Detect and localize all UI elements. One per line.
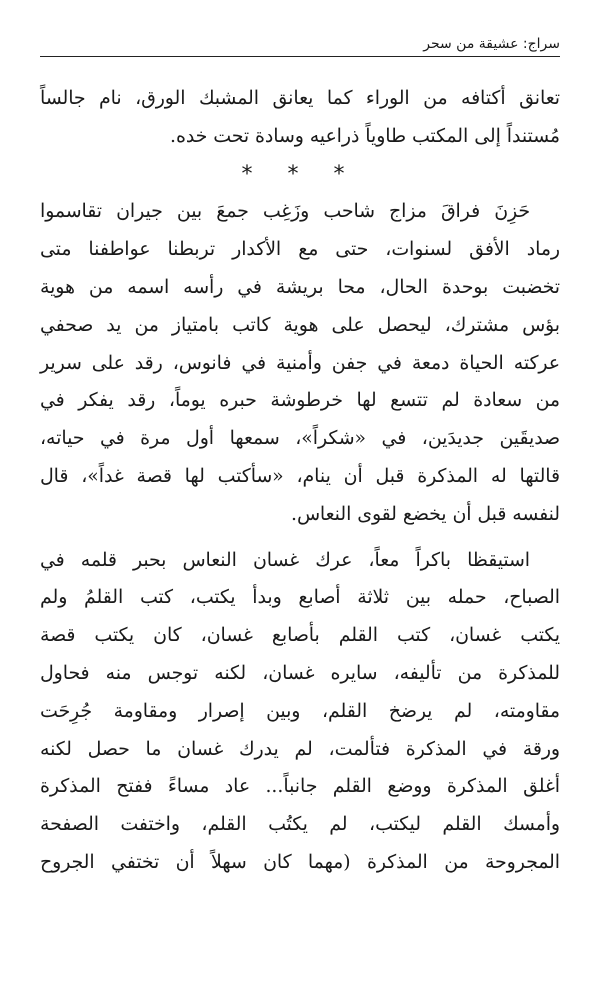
text-line: من سعادة لم تتسع لها خرطوشة حبره يوماً، رقد يفكر في	[40, 390, 560, 412]
text-line: حَزِنَ فراقَ مزاج شاحب وزَغِب جمعَ بين جيران تقاسموا	[40, 201, 530, 223]
text-line: تعانق أكتافه من الوراء كما يعانق المشبك الورق، نام جالساً	[40, 88, 560, 109]
paragraph-1	[40, 193, 560, 533]
text-line: ورقة في المذكرة فتألمت، لم يدرك غسان ما حصل لكنه	[40, 738, 560, 760]
paragraph-2	[40, 542, 560, 882]
text-line: يكتب غسان، كتب القلم بأصابع غسان، كان يكتب قصة	[40, 625, 560, 647]
text-line: لنفسه قبل أن يخضع لقوى النعاس.	[291, 503, 560, 525]
text-line: وأمسك القلم ليكتب، لم يكتُب القلم، واختفت الصفحة	[40, 814, 560, 836]
text-line: الصباح، حمله بين ثلاثة أصابع وبدأ يكتب، كتب القلمُ ولم	[40, 587, 560, 609]
paragraph-gap	[40, 534, 560, 542]
section-end-paragraph	[40, 80, 560, 156]
text-line: للمذكرة من تأليفه، سايره غسان، لكنه توجس منه فحاول	[40, 662, 560, 684]
running-title: سراج: عشيقة من سحر	[423, 36, 560, 52]
text-line: تخضبت بوحدة الحال، محا بريشة في رأسه اسمه من هوية	[40, 276, 560, 298]
text-line: المجروحة من المذكرة (مهما كان سهلاً أن تختفي الجروح	[40, 851, 560, 873]
text-line: بؤس مشترك، ليحصل على هوية كاتب بامتياز من يد صحفي	[40, 314, 560, 336]
text-line: صديقَين جديدَين، في «شكراً»، سمعها أول مرة في حياته،	[40, 428, 560, 450]
text-line: أغلق المذكرة ووضع القلم جانباً... عاد مساءً ففتح المذكرة	[40, 776, 560, 798]
text-line: قالتها له المذكرة قبل أن ينام، «سأكتب لها قصة غداً»، قال	[40, 465, 560, 487]
text-line: استيقظا باكراً معاً، عرك غسان النعاس بحبر قلمه في	[40, 549, 530, 571]
text-line: مُستنداً إلى المكتب طاوياً ذراعيه وسادة تحت خده.	[170, 125, 560, 147]
text-line: رماد الأفق لسنوات، حتى مع الأكدار تربطنا عواطفنا متى	[40, 239, 560, 261]
page-body	[40, 80, 560, 882]
page-header	[40, 30, 560, 57]
text-line: عركته الحياة دمعة في جفن وأمنية في فانوس، رقد على سرير	[40, 352, 560, 374]
text-line: مقاومته، لم يرضخ القلم، وبين إصرار ومقاومة جُرِحَت	[40, 700, 560, 722]
section-separator: * * *	[241, 161, 359, 187]
